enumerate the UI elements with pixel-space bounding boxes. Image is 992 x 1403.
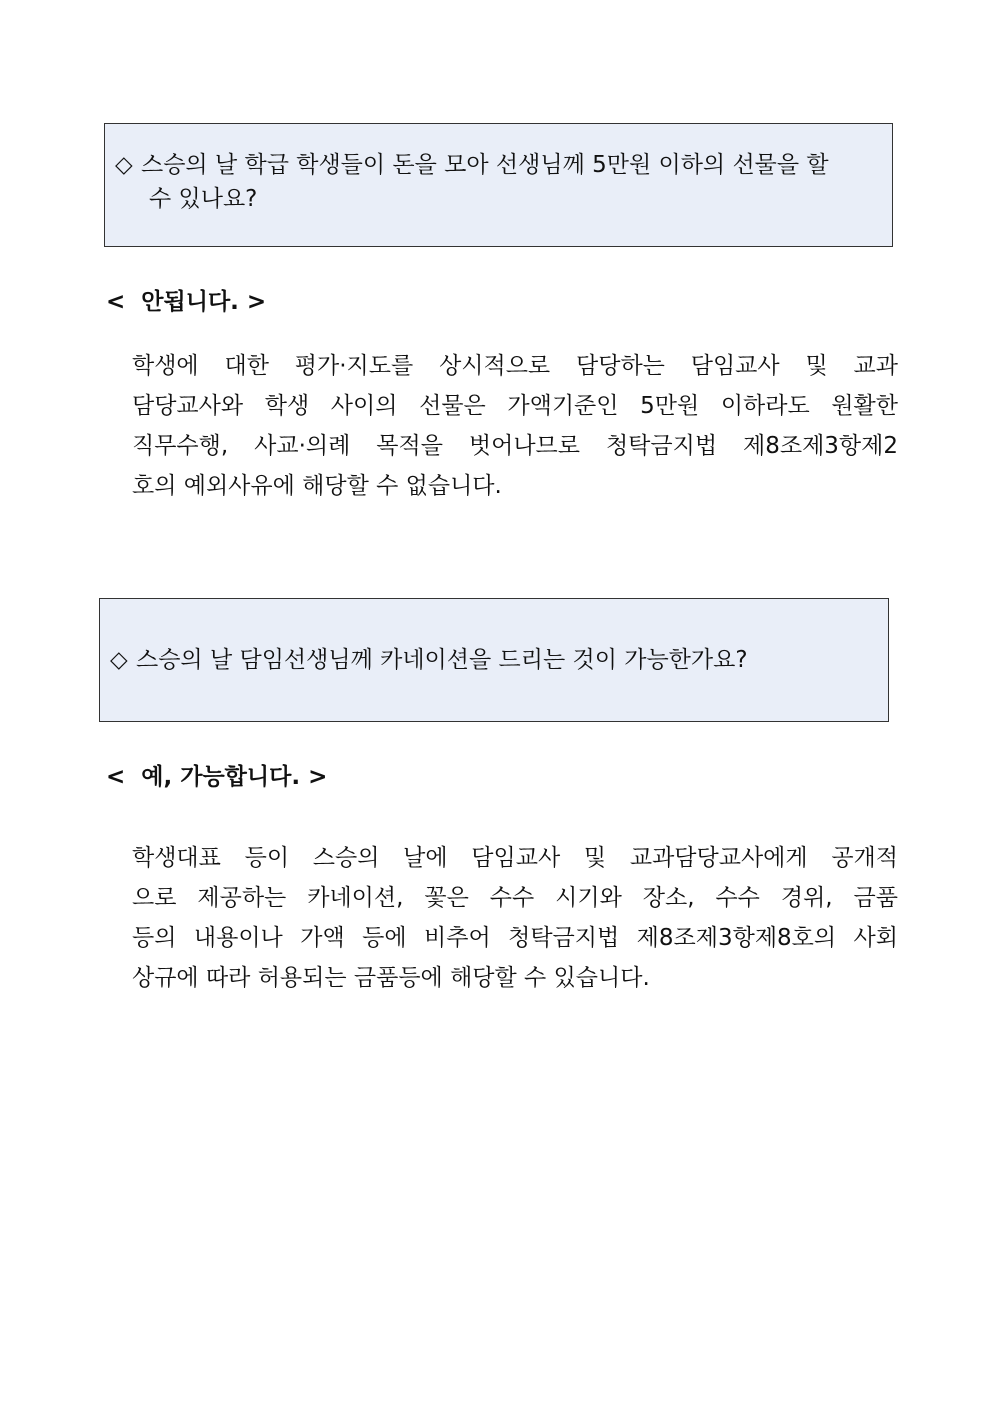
answer-1-body (132, 346, 898, 506)
diamond-bullet-icon: ◇ (115, 152, 133, 178)
question-2-line-1: 스승의 날 담임선생님께 카네이션을 드리는 것이 가능한가요? (136, 647, 748, 673)
answer-1-line: 호의 예외사유에 해당할 수 없습니다. (132, 473, 502, 499)
answer-2-body (132, 838, 898, 998)
question-1-line-2: 수 있나요? (149, 186, 258, 212)
answer-1-line: 담당교사와 학생 사이의 선물은 가액기준인 5만원 이하라도 원활한 (132, 393, 898, 419)
question-2-text (110, 643, 880, 677)
question-1-text (115, 148, 883, 216)
question-box-2 (99, 598, 889, 722)
diamond-bullet-icon: ◇ (110, 647, 128, 673)
answer-2-heading: < 예, 가능합니다. > (106, 764, 328, 790)
answer-2-line: 상규에 따라 허용되는 금품등에 해당할 수 있습니다. (132, 965, 650, 991)
answer-2-line: 등의 내용이나 가액 등에 비추어 청탁금지법 제8조제3항제8호의 사회 (132, 925, 898, 951)
question-box-1 (104, 123, 893, 247)
answer-2-line: 학생대표 등이 스승의 날에 담임교사 및 교과담당교사에게 공개적 (132, 845, 898, 871)
answer-1-line: 학생에 대한 평가·지도를 상시적으로 담당하는 담임교사 및 교과 (132, 353, 898, 379)
question-1-line-1: 스승의 날 학급 학생들이 돈을 모아 선생님께 5만원 이하의 선물을 할 (141, 152, 829, 178)
answer-1-heading: < 안됩니다. > (106, 289, 267, 315)
answer-2-line: 으로 제공하는 카네이션, 꽃은 수수 시기와 장소, 수수 경위, 금품 (132, 885, 898, 911)
answer-1-line: 직무수행, 사교·의례 목적을 벗어나므로 청탁금지법 제8조제3항제2 (132, 433, 898, 459)
